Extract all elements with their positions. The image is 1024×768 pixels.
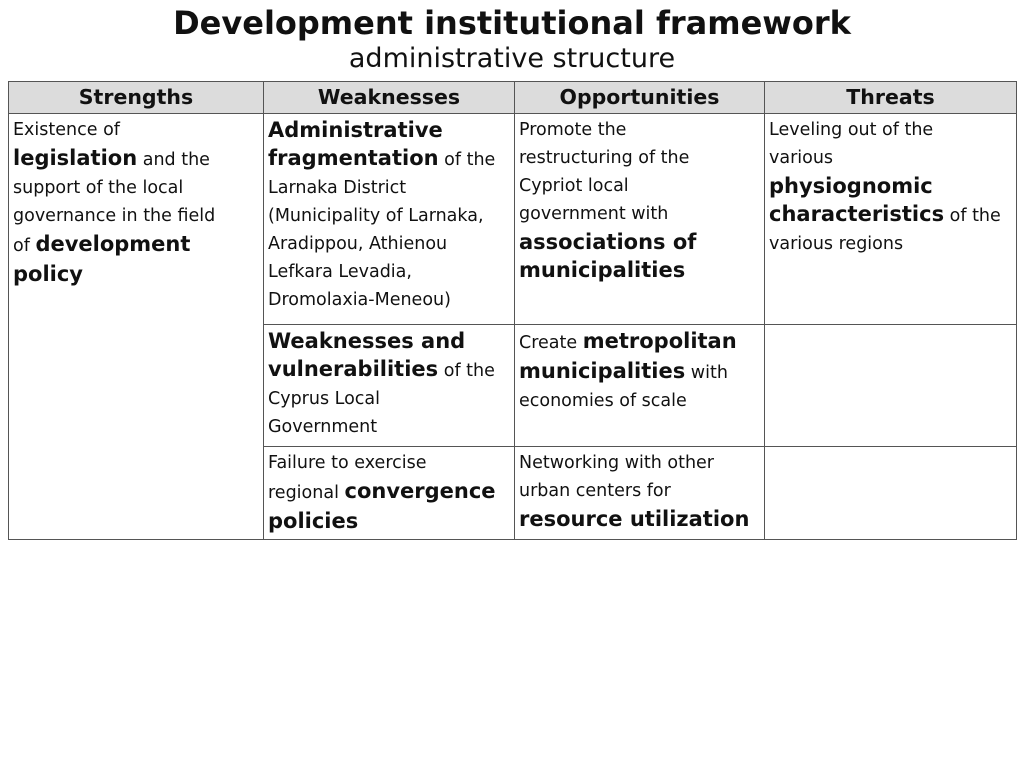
cell-text: support of the local xyxy=(13,178,184,198)
header-opportunities: Opportunities xyxy=(515,82,765,114)
weaknesses-cell-1 xyxy=(264,114,515,325)
cell-text: urban centers for xyxy=(519,481,671,501)
cell-line xyxy=(268,144,510,174)
threats-cell-3 xyxy=(765,447,1017,540)
header-threats: Threats xyxy=(765,82,1017,114)
cell-text: Create xyxy=(519,333,583,353)
page-title: Development institutional framework xyxy=(173,4,851,42)
cell-text: Failure to exercise xyxy=(268,453,427,473)
header-weaknesses: Weaknesses xyxy=(264,82,515,114)
cell-text: Larnaka District xyxy=(268,178,407,198)
cell-text: of xyxy=(13,236,36,256)
cell-text-bold: resource utilization xyxy=(519,507,750,531)
cell-text-bold: development xyxy=(35,232,191,256)
cell-text: Cyprus Local xyxy=(268,389,381,409)
weaknesses-cell-3 xyxy=(264,447,515,540)
page-subtitle: administrative structure xyxy=(348,43,676,74)
cell-text: various regions xyxy=(769,234,904,254)
header-row xyxy=(9,82,1017,114)
cell-text: Government xyxy=(268,417,378,437)
cell-text: Aradippou, Athienou xyxy=(268,234,448,254)
cell-text: Cypriot local xyxy=(519,176,629,196)
opportunities-cell-3 xyxy=(515,447,765,540)
cell-text: Lefkara Levadia, xyxy=(268,262,412,282)
cell-text: Promote the xyxy=(519,120,627,140)
cell-text: restructuring of the xyxy=(519,148,690,168)
swot-table xyxy=(8,81,1017,540)
cell-text-bold: vulnerabilities xyxy=(268,357,439,381)
cell-text: economies of scale xyxy=(519,391,687,411)
cell-text-bold: municipalities xyxy=(519,359,686,383)
cell-line xyxy=(519,357,760,387)
cell-text-bold: policies xyxy=(268,509,359,533)
opportunities-cell-1 xyxy=(515,114,765,325)
cell-text: of the xyxy=(438,150,496,170)
cell-text: Networking with other xyxy=(519,453,715,473)
header-strengths: Strengths xyxy=(9,82,264,114)
cell-line xyxy=(13,230,259,260)
cell-text-bold: associations of xyxy=(519,230,697,254)
threats-cell-1 xyxy=(765,114,1017,325)
cell-line xyxy=(268,477,510,507)
strengths-cell xyxy=(9,114,264,540)
cell-text-bold: Administrative xyxy=(268,118,443,142)
table-row xyxy=(9,114,1017,325)
opportunities-cell-2 xyxy=(515,325,765,447)
cell-text: Dromolaxia-Meneou) xyxy=(268,290,451,310)
cell-line xyxy=(769,200,1012,230)
weaknesses-cell-2 xyxy=(264,325,515,447)
threats-cell-2 xyxy=(765,325,1017,447)
cell-text-bold: legislation xyxy=(13,146,138,170)
cell-text-bold: fragmentation xyxy=(268,146,439,170)
cell-text: (Municipality of Larnaka, xyxy=(268,206,484,226)
cell-text-bold: characteristics xyxy=(769,202,945,226)
cell-text-bold: physiognomic xyxy=(769,174,933,198)
cell-text: Existence of xyxy=(13,120,120,140)
cell-text: government with xyxy=(519,204,669,224)
cell-text-bold: policy xyxy=(13,262,83,286)
cell-line xyxy=(268,355,510,385)
cell-text: of the xyxy=(944,206,1001,226)
cell-text: of the xyxy=(438,361,495,381)
cell-text-bold: convergence xyxy=(344,479,496,503)
cell-text: with xyxy=(685,363,728,383)
cell-text: governance in the field xyxy=(13,206,216,226)
cell-text: various xyxy=(769,148,834,168)
cell-line xyxy=(13,144,259,174)
cell-text-bold: municipalities xyxy=(519,258,686,282)
cell-text: Leveling out of the xyxy=(769,120,934,140)
cell-text: and the xyxy=(137,150,210,170)
cell-text: regional xyxy=(268,483,345,503)
cell-line xyxy=(519,327,760,357)
cell-text-bold: metropolitan xyxy=(582,329,737,353)
cell-text-bold: Weaknesses and xyxy=(268,329,466,353)
